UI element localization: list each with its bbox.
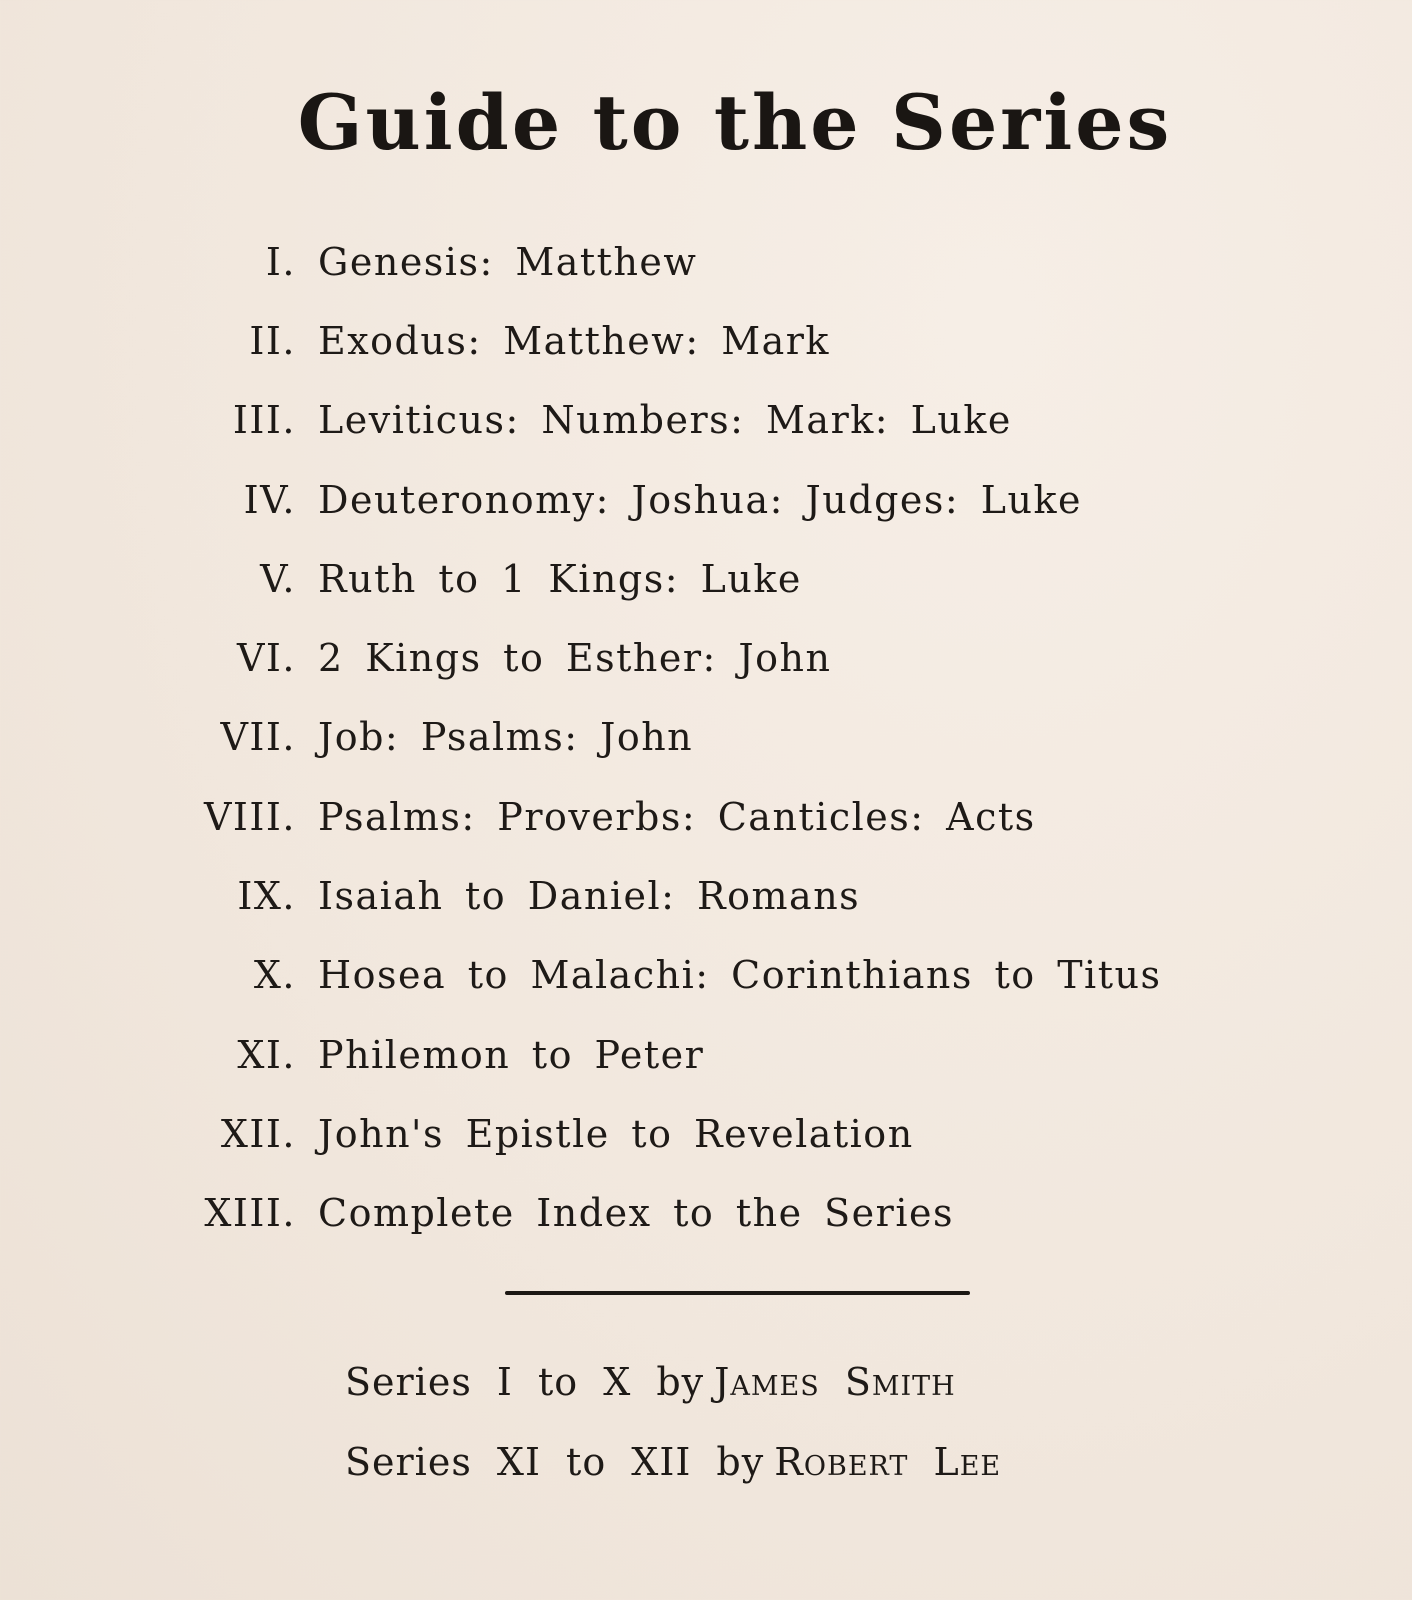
- series-item: [0, 1174, 1412, 1253]
- series-item: [0, 1094, 1412, 1173]
- series-numeral: XIII.: [204, 1191, 296, 1236]
- series-contents: Isaiah to Daniel: Romans: [318, 874, 861, 919]
- series-item: [0, 1015, 1412, 1094]
- series-item: [0, 618, 1412, 697]
- series-numeral: XI.: [237, 1032, 296, 1077]
- series-numeral: I.: [265, 239, 296, 284]
- series-contents: 2 Kings to Esther: John: [318, 636, 832, 681]
- series-item: [0, 222, 1412, 301]
- credit-text: Series I to X by: [345, 1360, 705, 1404]
- credit-author: James Smith: [714, 1360, 956, 1404]
- series-item: [0, 856, 1412, 935]
- series-contents: Deuteronomy: Joshua: Judges: Luke: [318, 477, 1083, 522]
- series-item: [0, 698, 1412, 777]
- series-list: [0, 222, 1412, 1253]
- series-numeral: VIII.: [203, 794, 296, 839]
- divider-rule: [505, 1291, 970, 1295]
- series-contents: Philemon to Peter: [318, 1032, 705, 1077]
- series-item: [0, 777, 1412, 856]
- series-contents: Leviticus: Numbers: Mark: Luke: [318, 398, 1012, 443]
- page-title: Guide to the Series: [297, 78, 1173, 167]
- series-contents: Complete Index to the Series: [318, 1191, 954, 1236]
- series-numeral: X.: [253, 953, 296, 998]
- series-item: [0, 301, 1412, 380]
- series-contents: John's Epistle to Revelation: [318, 1111, 914, 1156]
- author-credits: [345, 1342, 1001, 1502]
- credit-line: [345, 1422, 1001, 1502]
- series-contents: Hosea to Malachi: Corinthians to Titus: [318, 953, 1162, 998]
- series-numeral: IX.: [237, 874, 296, 919]
- credit-author: Robert Lee: [774, 1440, 1002, 1484]
- series-numeral: VI.: [236, 636, 296, 681]
- series-item: [0, 539, 1412, 618]
- series-contents: Exodus: Matthew: Mark: [318, 318, 830, 363]
- series-contents: Ruth to 1 Kings: Luke: [318, 556, 802, 601]
- series-item: [0, 460, 1412, 539]
- series-contents: Job: Psalms: John: [318, 715, 694, 760]
- series-contents: Genesis: Matthew: [318, 239, 698, 284]
- credit-text: Series XI to XII by: [345, 1440, 765, 1484]
- credit-line: [345, 1342, 1001, 1422]
- series-item: [0, 381, 1412, 460]
- series-numeral: IV.: [243, 477, 296, 522]
- series-numeral: V.: [260, 556, 296, 601]
- series-item: [0, 936, 1412, 1015]
- series-numeral: II.: [249, 318, 296, 363]
- series-numeral: XII.: [220, 1111, 296, 1156]
- series-numeral: III.: [232, 398, 296, 443]
- series-contents: Psalms: Proverbs: Canticles: Acts: [318, 794, 1036, 839]
- series-numeral: VII.: [220, 715, 296, 760]
